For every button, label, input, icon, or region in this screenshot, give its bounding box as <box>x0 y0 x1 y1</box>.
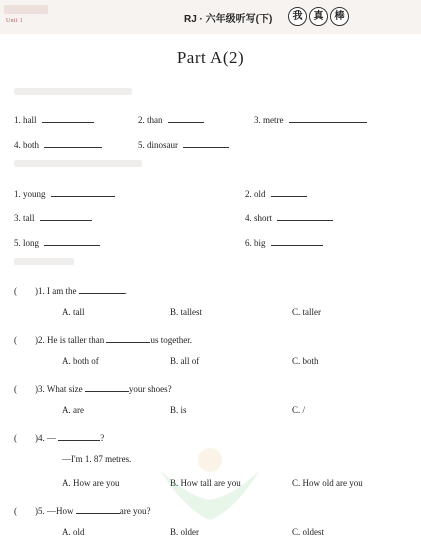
answer-blank[interactable] <box>51 186 115 197</box>
option-a[interactable]: A. are <box>62 405 84 415</box>
antonym-label: 6. big <box>245 238 266 248</box>
answer-blank[interactable] <box>85 381 129 392</box>
vocab-label: 5. dinosaur <box>138 140 178 150</box>
question-text: )2. He is taller than <box>35 335 105 345</box>
vocab-item-5 <box>138 137 229 150</box>
answer-blank[interactable] <box>271 186 307 197</box>
unit-label: Unit 1 <box>6 18 23 24</box>
answer-blank[interactable] <box>42 112 94 123</box>
vocab-item-1 <box>14 112 94 125</box>
vocab-item-3 <box>254 112 367 125</box>
unit-strip <box>4 5 48 14</box>
answer-blank[interactable] <box>183 137 229 148</box>
vocab-item-2 <box>138 112 204 125</box>
mc-question-4 <box>14 430 104 443</box>
page-title: Part A(2) <box>176 48 245 67</box>
antonym-item-1 <box>14 186 115 199</box>
option-c[interactable]: C. both <box>292 356 319 366</box>
answer-blank[interactable] <box>168 112 204 123</box>
vocab-label: 3. metre <box>254 115 284 125</box>
option-b[interactable]: B. How tall are you <box>170 478 241 488</box>
answer-blank[interactable] <box>289 112 367 123</box>
section-heading-bar <box>14 160 142 167</box>
option-a[interactable]: A. How are you <box>62 478 120 488</box>
vocab-item-4 <box>14 137 102 150</box>
answer-blank[interactable] <box>106 332 150 343</box>
section-heading-bar <box>14 258 74 265</box>
option-b[interactable]: B. older <box>170 527 199 537</box>
question-text: )1. I am the <box>35 286 77 296</box>
option-a[interactable]: A. both of <box>62 356 99 366</box>
option-b[interactable]: B. is <box>170 405 187 415</box>
antonym-item-5 <box>14 235 100 248</box>
mc-question-3 <box>14 381 172 394</box>
antonym-item-2 <box>245 186 307 199</box>
antonym-label: 3. tall <box>14 213 35 223</box>
question-tail: your shoes? <box>128 384 172 394</box>
answer-blank[interactable] <box>58 430 100 441</box>
open-paren: ( <box>14 384 17 394</box>
answer-blank[interactable] <box>277 210 333 221</box>
option-a[interactable]: A. old <box>62 527 85 537</box>
open-paren: ( <box>14 335 17 345</box>
question-text: )5. —How <box>35 506 74 516</box>
antonym-item-4 <box>245 210 333 223</box>
question-tail: are you? <box>119 506 151 516</box>
section-heading-bar <box>14 88 132 95</box>
brand-char-1: 我 <box>288 7 307 26</box>
option-c[interactable]: C. How old are you <box>292 478 363 488</box>
antonym-label: 4. short <box>245 213 272 223</box>
option-b[interactable]: B. all of <box>170 356 200 366</box>
dialogue-reply: —I'm 1. 87 metres. <box>62 454 132 464</box>
answer-blank[interactable] <box>76 503 120 514</box>
antonym-item-6 <box>245 235 323 248</box>
brand-logo <box>288 7 349 26</box>
antonym-label: 5. long <box>14 238 40 248</box>
vocab-label: 2. than <box>138 115 163 125</box>
question-tail: us together. <box>150 335 192 345</box>
question-tail: . <box>124 286 127 296</box>
mc-question-5 <box>14 503 150 516</box>
answer-blank[interactable] <box>79 283 125 294</box>
vocab-label: 1. hall <box>14 115 37 125</box>
option-c[interactable]: C. / <box>292 405 306 415</box>
antonym-label: 1. young <box>14 189 46 199</box>
mc-question-1 <box>14 283 127 296</box>
answer-blank[interactable] <box>271 235 323 246</box>
antonym-label: 2. old <box>245 189 266 199</box>
option-c[interactable]: C. oldest <box>292 527 325 537</box>
mc-question-2 <box>14 332 192 345</box>
watermark-figure-icon <box>140 440 280 530</box>
brand-char-3: 棒 <box>330 7 349 26</box>
vocab-label: 4. both <box>14 140 40 150</box>
antonym-item-3 <box>14 210 92 223</box>
question-tail: ? <box>100 433 105 443</box>
option-a[interactable]: A. tall <box>62 307 85 317</box>
question-text: )3. What size <box>35 384 83 394</box>
open-paren: ( <box>14 433 17 443</box>
answer-blank[interactable] <box>44 137 102 148</box>
answer-blank[interactable] <box>40 210 92 221</box>
answer-blank[interactable] <box>44 235 100 246</box>
header-title: RJ · 六年级听写(下) <box>184 14 273 25</box>
brand-char-2: 真 <box>309 7 328 26</box>
option-b[interactable]: B. tallest <box>170 307 202 317</box>
open-paren: ( <box>14 506 17 516</box>
open-paren: ( <box>14 286 17 296</box>
option-c[interactable]: C. taller <box>292 307 321 317</box>
question-text: )4. — <box>35 433 56 443</box>
